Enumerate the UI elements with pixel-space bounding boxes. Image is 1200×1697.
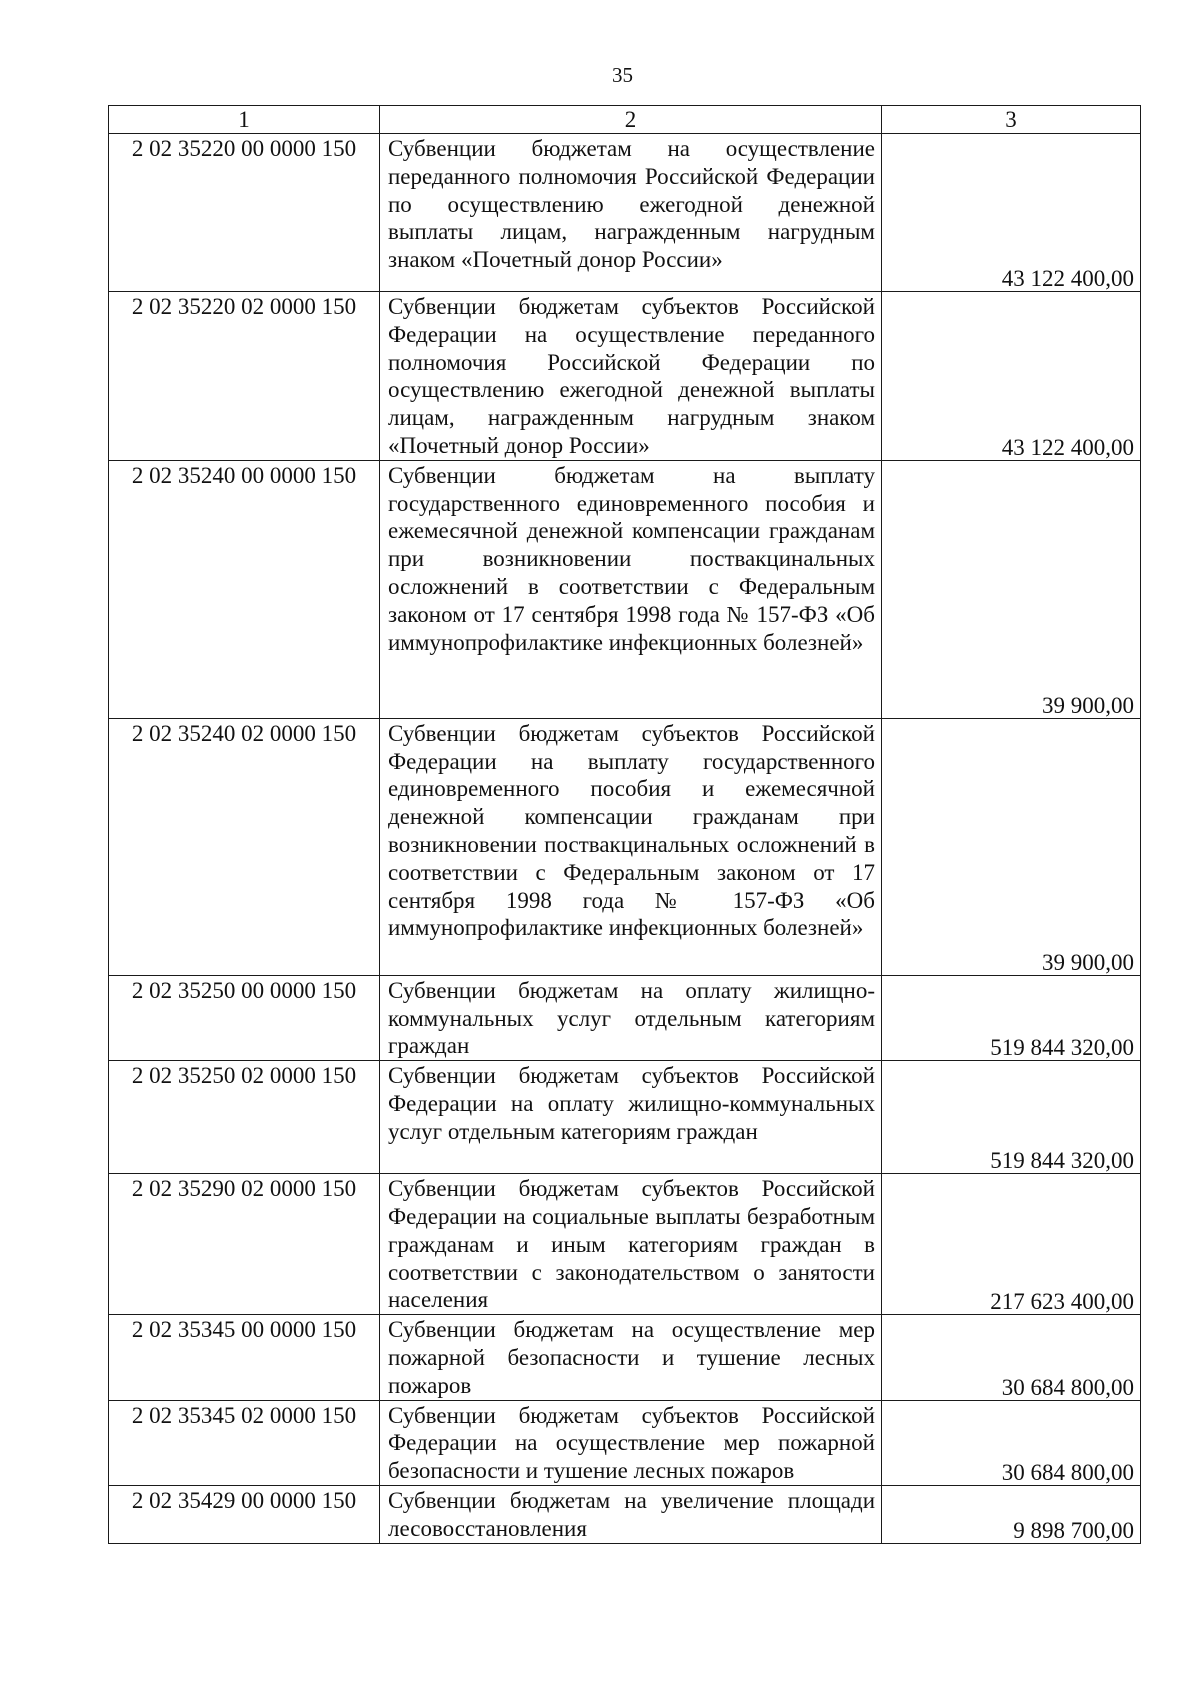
amount-value: 217 623 400,00 <box>990 1289 1134 1315</box>
amount-cell <box>882 1061 1141 1174</box>
table-row <box>109 1174 1141 1315</box>
amount-cell <box>882 460 1141 718</box>
table-row <box>109 975 1141 1060</box>
amount-value: 39 900,00 <box>1042 692 1134 718</box>
code-cell: 2 02 35250 02 0000 150 <box>109 1061 380 1174</box>
description-cell: Субвенции бюджетам на осуществление мер пожарной безопасности и тушение лесных пожаров <box>380 1315 882 1400</box>
page-number: 35 <box>612 63 633 87</box>
amount-value: 43 122 400,00 <box>1001 434 1134 460</box>
description-cell: Субвенции бюджетам на увеличение площади лесовосстановления <box>380 1485 882 1543</box>
description-cell: Субвенции бюджетам субъектов Российской Федерации на осуществление мер пожарной безопасности и тушение лесных пожаров <box>380 1400 882 1485</box>
column-header-1: 1 <box>109 106 380 134</box>
description-cell: Субвенции бюджетам субъектов Российской Федерации на выплату государственного единовременного пособия и ежемесячной денежной компенсации гражданам при возникновении поствакцинальных осложнений в соответствии с Федеральным законом от 17 сентября 1998 года № 157-ФЗ «Об иммунопрофилактике инфекционных болезней» <box>380 718 882 975</box>
amount-value: 30 684 800,00 <box>1001 1374 1134 1400</box>
table-row <box>109 1485 1141 1543</box>
header-row <box>109 106 1141 134</box>
description-cell: Субвенции бюджетам на оплату жилищно-коммунальных услуг отдельным категориям граждан <box>380 975 882 1060</box>
table-row <box>109 1400 1141 1485</box>
code-cell: 2 02 35240 02 0000 150 <box>109 718 380 975</box>
description-cell: Субвенции бюджетам субъектов Российской Федерации на осуществление переданного полномочия Российской Федерации по осуществлению ежегодной денежной выплаты лицам, награжденным нагрудным знаком «Почетный донор России» <box>380 292 882 461</box>
description-cell: Субвенции бюджетам субъектов Российской Федерации на оплату жилищно-коммунальных услуг отдельным категориям граждан <box>380 1061 882 1174</box>
amount-cell <box>882 1400 1141 1485</box>
amount-value: 519 844 320,00 <box>990 1148 1134 1174</box>
description-cell: Субвенции бюджетам на осуществление переданного полномочия Российской Федерации по осуществлению ежегодной денежной выплаты лицам, награжденным нагрудным знаком «Почетный донор России» <box>380 134 882 292</box>
column-header-3: 3 <box>882 106 1141 134</box>
table-row <box>109 1061 1141 1174</box>
table-row <box>109 718 1141 975</box>
table-row <box>109 1315 1141 1400</box>
amount-value: 30 684 800,00 <box>1001 1460 1134 1486</box>
code-cell: 2 02 35250 00 0000 150 <box>109 975 380 1060</box>
amount-cell <box>882 134 1141 292</box>
amount-value: 9 898 700,00 <box>1013 1517 1134 1543</box>
code-cell: 2 02 35220 00 0000 150 <box>109 134 380 292</box>
code-cell: 2 02 35345 02 0000 150 <box>109 1400 380 1485</box>
amount-cell <box>882 292 1141 461</box>
code-cell: 2 02 35345 00 0000 150 <box>109 1315 380 1400</box>
amount-value: 519 844 320,00 <box>990 1035 1134 1061</box>
code-cell: 2 02 35220 02 0000 150 <box>109 292 380 461</box>
amount-value: 43 122 400,00 <box>1001 266 1134 292</box>
code-cell: 2 02 35429 00 0000 150 <box>109 1485 380 1543</box>
table-row <box>109 292 1141 461</box>
description-cell: Субвенции бюджетам субъектов Российской Федерации на социальные выплаты безработным гражданам и иным категориям граждан в соответствии с законодательством о занятости населения <box>380 1174 882 1315</box>
table-row <box>109 460 1141 718</box>
amount-cell <box>882 975 1141 1060</box>
amount-value: 39 900,00 <box>1042 949 1134 975</box>
code-cell: 2 02 35240 00 0000 150 <box>109 460 380 718</box>
column-header-2: 2 <box>380 106 882 134</box>
budget-table <box>108 105 1141 1544</box>
code-cell: 2 02 35290 02 0000 150 <box>109 1174 380 1315</box>
amount-cell <box>882 1315 1141 1400</box>
amount-cell <box>882 1174 1141 1315</box>
description-cell: Субвенции бюджетам на выплату государственного единовременного пособия и ежемесячной денежной компенсации гражданам при возникновении поствакцинальных осложнений в соответствии с Федеральным законом от 17 сентября 1998 года № 157-ФЗ «Об иммунопрофилактике инфекционных болезней» <box>380 460 882 718</box>
amount-cell <box>882 718 1141 975</box>
amount-cell <box>882 1485 1141 1543</box>
table-row <box>109 134 1141 292</box>
